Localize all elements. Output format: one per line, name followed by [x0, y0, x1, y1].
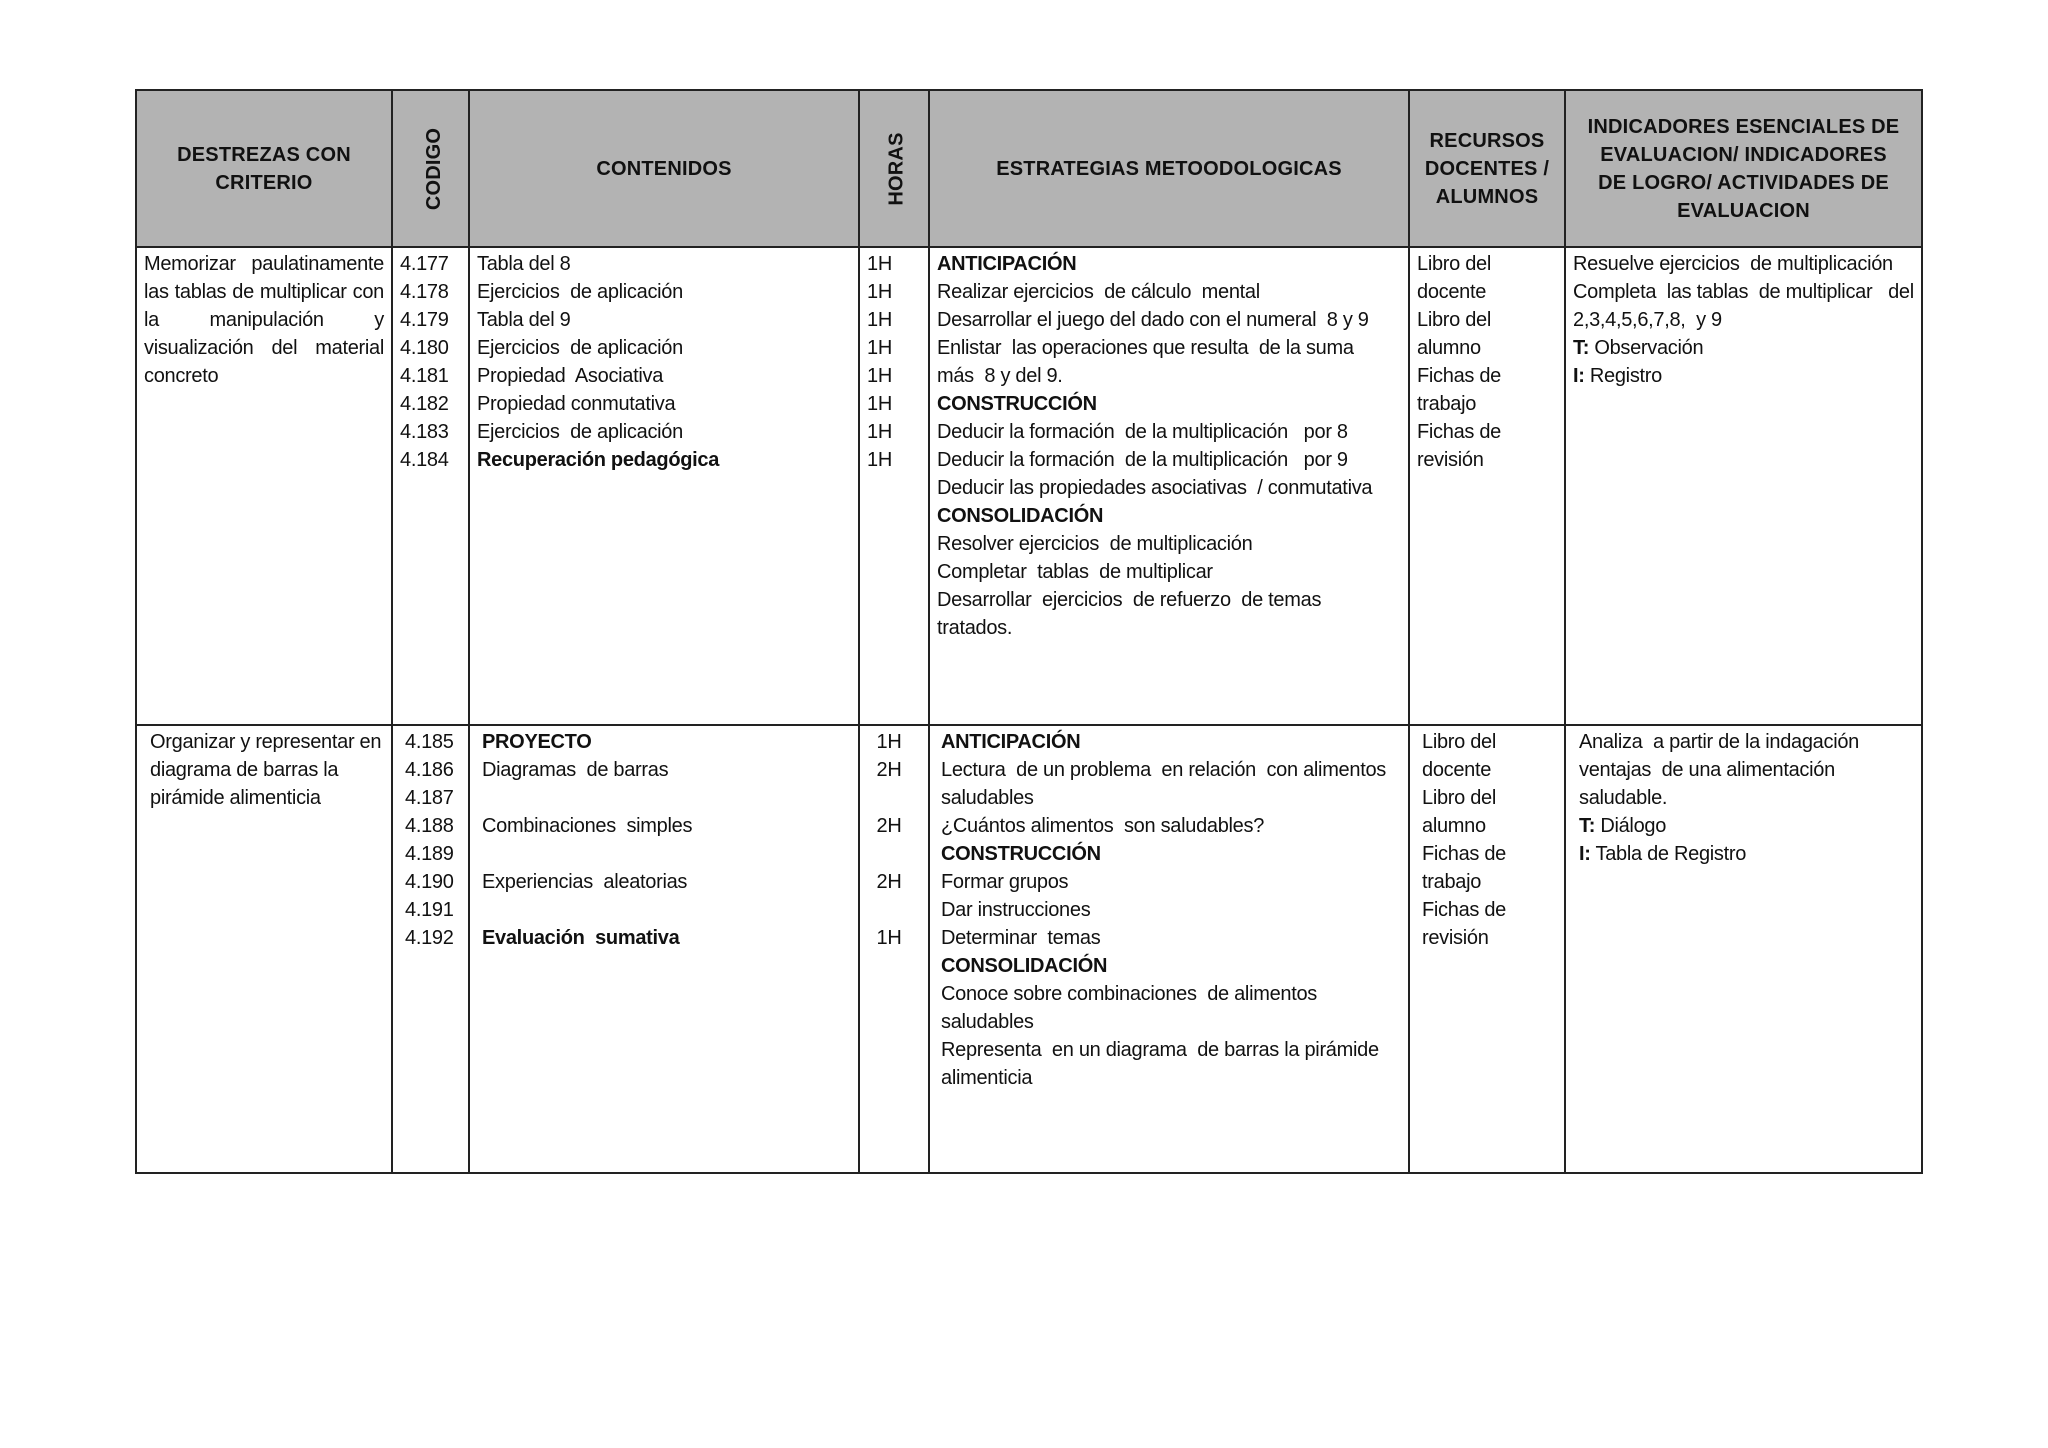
recurso-item: Fichas de [1417, 365, 1502, 387]
recurso-item: Libro del [1417, 309, 1492, 331]
instrumento-label: I: [1579, 843, 1591, 865]
hora-item: 2H [876, 871, 902, 893]
estrategia-item: Lectura de un problema en relación con alimentos [941, 759, 1386, 781]
codigo-item: 4.190 [405, 871, 454, 893]
indicador-item: Resuelve ejercicios de multiplicación [1573, 253, 1893, 275]
tecnica-value: Observación [1589, 337, 1704, 359]
recurso-item: Fichas de [1417, 421, 1502, 443]
recurso-item: docente [1422, 759, 1492, 781]
header-horas-label: HORAS [885, 131, 908, 206]
contenidos-cell [469, 725, 859, 1173]
estrategia-item: Deducir la formación de la multiplicación por 9 [937, 449, 1348, 471]
horas-cell [859, 725, 929, 1173]
header-estrategias: ESTRATEGIAS METOODOLOGICAS [929, 90, 1409, 247]
tecnica-line [1573, 334, 1914, 362]
contenido-item: Propiedad Asociativa [477, 365, 664, 387]
contenido-item [482, 784, 851, 812]
header-recursos: RECURSOS DOCENTES / ALUMNOS [1409, 90, 1565, 247]
estrategias-cell [929, 725, 1409, 1173]
recurso-item: Libro del [1417, 253, 1492, 275]
codigo-item: 4.177 [400, 253, 449, 275]
tecnica-label: T: [1573, 337, 1590, 359]
indicadores-cell [1565, 725, 1922, 1173]
header-horas [859, 90, 929, 247]
estrategia-item: Formar grupos [941, 871, 1069, 893]
recurso-item: Fichas de [1422, 899, 1507, 921]
indicador-item: saludable. [1579, 787, 1668, 809]
instrumento-line [1573, 362, 1914, 390]
indicador-item: Analiza a partir de la indagación [1579, 731, 1859, 753]
indicadores-cell [1565, 247, 1922, 725]
header-codigo-label: CODIGO [423, 127, 446, 210]
recurso-item: alumno [1417, 337, 1481, 359]
estrategia-item: alimenticia [941, 1067, 1033, 1089]
contenido-item: Evaluación sumativa [482, 927, 680, 949]
recurso-item: revisión [1417, 449, 1484, 471]
header-codigo [392, 90, 469, 247]
recurso-item: revisión [1422, 927, 1489, 949]
hora-item: 1H [867, 337, 892, 359]
destreza-cell [136, 725, 392, 1173]
destreza-text: Organizar y representar en diagrama de barras la pirámide alimenticia [150, 731, 382, 809]
recurso-item: docente [1417, 281, 1487, 303]
hora-item: 1H [867, 309, 892, 331]
estrategia-item: Deducir las propiedades asociativas / conmutativa [937, 477, 1373, 499]
construccion-title: CONSTRUCCIÓN [941, 843, 1101, 865]
codigo-item: 4.188 [405, 815, 454, 837]
hora-item: 1H [867, 421, 892, 443]
contenido-item [482, 896, 851, 924]
contenido-item: Ejercicios de aplicación [477, 421, 683, 443]
recurso-item: Libro del [1422, 787, 1497, 809]
recursos-cell [1409, 247, 1565, 725]
recurso-item: alumno [1422, 815, 1486, 837]
estrategia-item: saludables [941, 1011, 1034, 1033]
hora-item: 1H [867, 393, 892, 415]
estrategia-item: Completar tablas de multiplicar [937, 561, 1213, 583]
estrategia-item: Dar instrucciones [941, 899, 1091, 921]
estrategia-item: más 8 y del 9. [937, 365, 1063, 387]
estrategia-item: Resolver ejercicios de multiplicación [937, 533, 1253, 555]
tecnica-label: T: [1579, 815, 1596, 837]
hora-item: 1H [867, 253, 892, 275]
tecnica-value: Diálogo [1595, 815, 1667, 837]
hora-item: 2H [876, 759, 902, 781]
estrategia-item: Desarrollar el juego del dado con el numeral 8 y 9 [937, 309, 1369, 331]
hora-item [860, 840, 918, 868]
anticipacion-title: ANTICIPACIÓN [937, 253, 1077, 275]
recurso-item: trabajo [1422, 871, 1482, 893]
codigo-item: 4.178 [400, 281, 449, 303]
destreza-text: Memorizar paulatinamente las tablas de multiplicar con la manipulación y visualización del material concreto [144, 253, 384, 387]
estrategia-item: saludables [941, 787, 1034, 809]
codigo-item: 4.185 [405, 731, 454, 753]
anticipacion-title: ANTICIPACIÓN [941, 731, 1081, 753]
hora-item: 1H [876, 927, 902, 949]
recurso-item: Libro del [1422, 731, 1497, 753]
contenido-item: Ejercicios de aplicación [477, 337, 683, 359]
estrategias-cell [929, 247, 1409, 725]
hora-item [860, 896, 918, 924]
hora-item: 2H [876, 815, 902, 837]
hora-item: 1H [876, 731, 902, 753]
contenido-item: Diagramas de barras [482, 759, 669, 781]
contenido-item: Tabla del 8 [477, 253, 571, 275]
header-destrezas: DESTREZAS CON CRITERIO [136, 90, 392, 247]
hora-item: 1H [867, 365, 892, 387]
codigo-item: 4.191 [405, 899, 454, 921]
consolidacion-title: CONSOLIDACIÓN [941, 955, 1108, 977]
planning-table [135, 89, 1923, 1174]
table-row [136, 725, 1922, 1173]
instrumento-line [1579, 840, 1914, 868]
codigo-item: 4.179 [400, 309, 449, 331]
estrategia-item: Realizar ejercicios de cálculo mental [937, 281, 1260, 303]
codigo-item: 4.183 [400, 421, 449, 443]
consolidacion-title: CONSOLIDACIÓN [937, 505, 1104, 527]
estrategia-item: ¿Cuántos alimentos son saludables? [941, 815, 1265, 837]
codigo-item: 4.180 [400, 337, 449, 359]
table-row [136, 247, 1922, 725]
contenido-item: Ejercicios de aplicación [477, 281, 683, 303]
codigo-item: 4.181 [400, 365, 449, 387]
contenido-item: Experiencias aleatorias [482, 871, 688, 893]
contenido-item: Combinaciones simples [482, 815, 693, 837]
recurso-item: Fichas de [1422, 843, 1507, 865]
codigo-item: 4.192 [405, 927, 454, 949]
codigo-item: 4.186 [405, 759, 454, 781]
contenido-item: Propiedad conmutativa [477, 393, 676, 415]
instrumento-label: I: [1573, 365, 1585, 387]
codigo-item: 4.184 [400, 449, 449, 471]
estrategia-item: tratados. [937, 617, 1013, 639]
estrategia-item: Enlistar las operaciones que resulta de la suma [937, 337, 1354, 359]
header-indicadores: INDICADORES ESENCIALES DE EVALUACION/ INDICADORES DE LOGRO/ ACTIVIDADES DE EVALUACION [1565, 90, 1922, 247]
contenido-item: Recuperación pedagógica [477, 449, 720, 471]
codigo-cell [392, 725, 469, 1173]
hora-item: 1H [867, 449, 892, 471]
tecnica-line [1579, 812, 1914, 840]
header-contenidos: CONTENIDOS [469, 90, 859, 247]
destreza-cell [136, 247, 392, 725]
codigo-item: 4.182 [400, 393, 449, 415]
estrategia-item: Deducir la formación de la multiplicación por 8 [937, 421, 1348, 443]
hora-item [860, 784, 918, 812]
codigo-item: 4.187 [405, 787, 454, 809]
indicador-item: Completa las tablas de multiplicar del [1573, 281, 1914, 303]
contenidos-cell [469, 247, 859, 725]
recursos-cell [1409, 725, 1565, 1173]
codigo-item: 4.189 [405, 843, 454, 865]
estrategia-item: Conoce sobre combinaciones de alimentos [941, 983, 1317, 1005]
indicador-item: ventajas de una alimentación [1579, 759, 1835, 781]
contenido-item [482, 840, 851, 868]
estrategia-item: Desarrollar ejercicios de refuerzo de temas [937, 589, 1322, 611]
contenido-item: Tabla del 9 [477, 309, 571, 331]
contenido-item: PROYECTO [482, 731, 592, 753]
instrumento-value: Registro [1584, 365, 1662, 387]
construccion-title: CONSTRUCCIÓN [937, 393, 1097, 415]
codigo-cell [392, 247, 469, 725]
hora-item: 1H [867, 281, 892, 303]
recurso-item: trabajo [1417, 393, 1477, 415]
estrategia-item: Representa en un diagrama de barras la pirámide [941, 1039, 1379, 1061]
header-row [136, 90, 1922, 247]
estrategia-item: Determinar temas [941, 927, 1101, 949]
indicador-item: 2,3,4,5,6,7,8, y 9 [1573, 309, 1722, 331]
instrumento-value: Tabla de Registro [1590, 843, 1747, 865]
horas-cell [859, 247, 929, 725]
